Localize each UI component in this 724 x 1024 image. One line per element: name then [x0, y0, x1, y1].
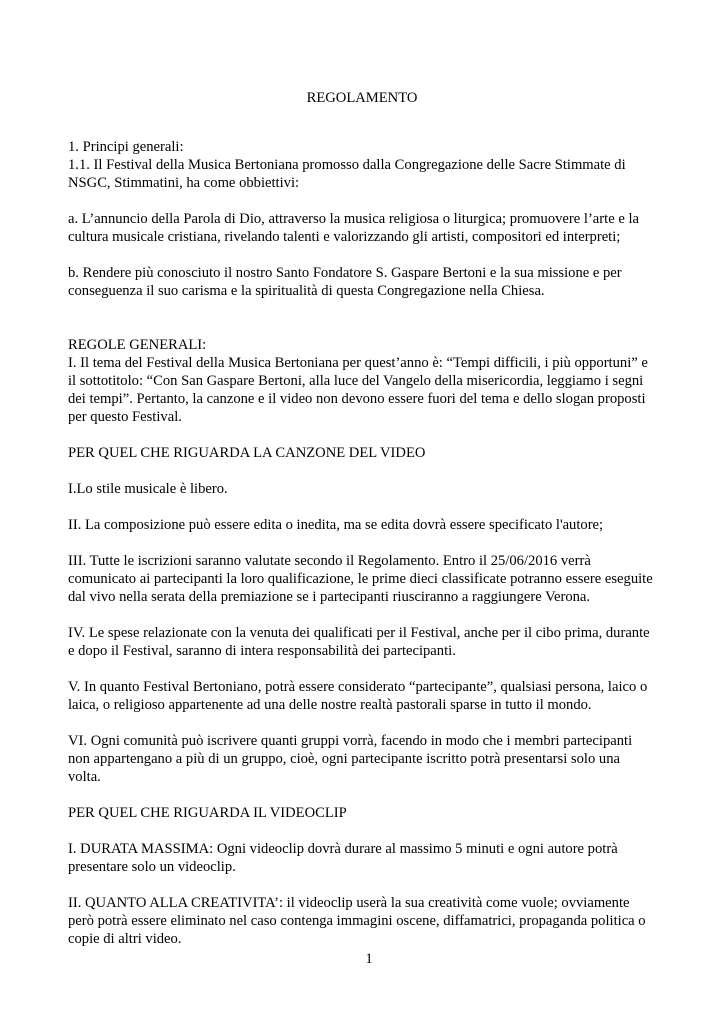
- canzone-section-heading: PER QUEL CHE RIGUARDA LA CANZONE DEL VIDEO: [68, 445, 426, 461]
- objective-b-paragraph: b. Rendere più conosciuto il nostro Santo Fondatore S. Gaspare Bertoni e la sua missione e per conseguenza il suo carisma e la spiritualità di questa Congregazione nella Chiesa.: [68, 265, 622, 299]
- document-title: REGOLAMENTO: [306, 90, 418, 106]
- section-1-1-paragraph: 1.1. Il Festival della Musica Bertoniana promosso dalla Congregazione delle Sacre Stimmate di NSGC, Stimmatini, ha come obbiettivi:: [68, 157, 626, 191]
- regole-generali-heading: REGOLE GENERALI:: [68, 337, 207, 353]
- canzone-rule-III: III. Tutte le iscrizioni saranno valutate secondo il Regolamento. Entro il 25/06/2016 verrà comunicato ai partecipanti la loro qualificazione, le prime dieci classificate potranno essere eseguite dal vivo nella serata della premiazione se i partecipanti riusciranno a raggiungere Verona.: [68, 553, 653, 605]
- document-body: [68, 138, 658, 948]
- canzone-rule-V: V. In quanto Festival Bertoniano, potrà essere considerato “partecipante”, qualsiasi persona, laico o laica, o religioso appartenente ad una delle nostre realtà pastorali sparse in tutto il mondo.: [68, 679, 648, 713]
- videoclip-rule-I: I. DURATA MASSIMA: Ogni videoclip dovrà durare al massimo 5 minuti e ogni autore potrà presentare solo un videoclip.: [68, 841, 618, 875]
- canzone-rule-I: I.Lo stile musicale è libero.: [68, 481, 228, 497]
- canzone-rule-IV: IV. Le spese relazionate con la venuta dei qualificati per il Festival, anche per il cibo prima, durante e dopo il Festival, saranno di intera responsabilità dei partecipanti.: [68, 625, 650, 659]
- regole-generali-I-paragraph: I. Il tema del Festival della Musica Bertoniana per quest’anno è: “Tempi difficili, i più opportuni” e il sottotitolo: “Con San Gaspare Bertoni, alla luce del Vangelo della misericordia, leggiamo i segni dei tempi”. Pertanto, la canzone e il video non devono essere fuori del tema e dello slogan proposti per questo Festival.: [68, 355, 648, 425]
- canzone-rule-II: II. La composizione può essere edita o inedita, ma se edita dovrà essere specificato l'autore;: [68, 517, 604, 533]
- canzone-rule-VI: VI. Ogni comunità può iscrivere quanti gruppi vorrà, facendo in modo che i membri partecipanti non appartengano a più di un gruppo, cioè, ogni partecipante iscritto potrà presentarsi solo una volta.: [68, 733, 633, 785]
- page-number: 1: [365, 951, 373, 967]
- videoclip-section-heading: PER QUEL CHE RIGUARDA IL VIDEOCLIP: [68, 805, 347, 821]
- videoclip-rule-II: II. QUANTO ALLA CREATIVITA’: il videoclip userà la sua creatività come vuole; ovviamente però potrà essere eliminato nel caso contenga immagini oscene, diffamatrici, propaganda politica o copie di altri video.: [68, 895, 646, 947]
- objective-a-paragraph: a. L’annuncio della Parola di Dio, attraverso la musica religiosa o liturgica; promuovere l’arte e la cultura musicale cristiana, rivelando talenti e valorizzando gli artisti, compositori ed interpreti;: [68, 211, 639, 245]
- section-1-heading: 1. Principi generali:: [68, 139, 184, 155]
